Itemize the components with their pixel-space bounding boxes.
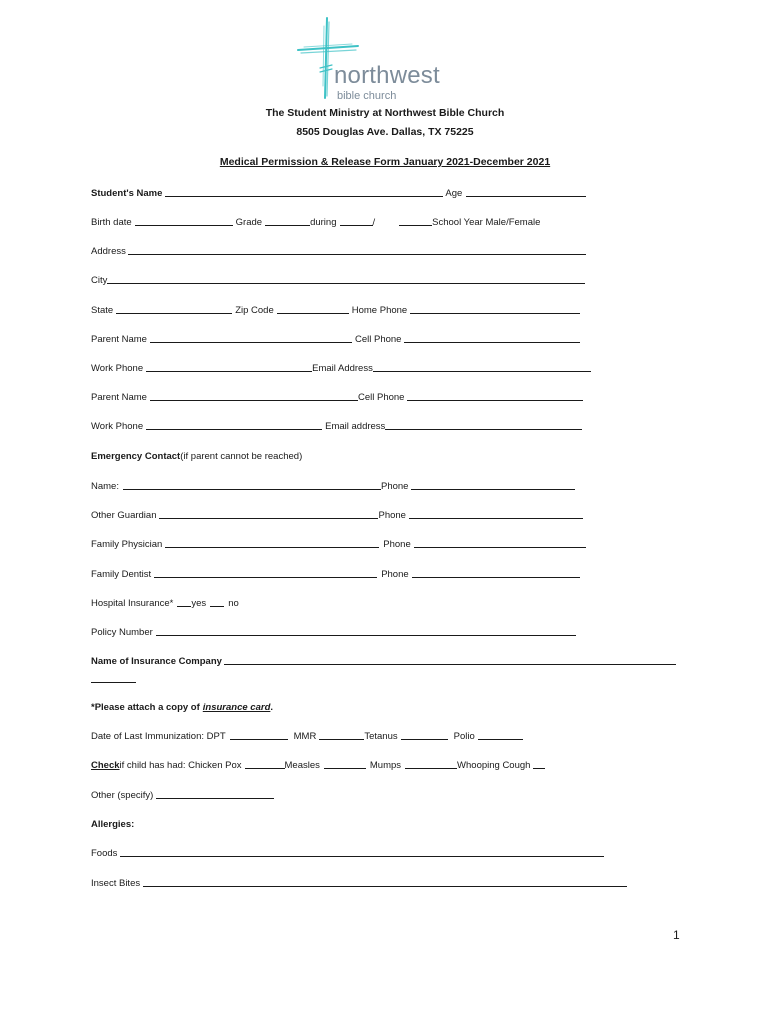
emergency-name-field[interactable] [123,489,381,490]
home-phone-label: Home Phone [351,305,408,316]
emergency-phone-label: Phone [380,481,409,492]
row-address [91,244,586,257]
row-insurance-company-cont [91,672,136,685]
ministry-name: The Student Ministry at Northwest Bible Church [265,107,505,119]
parent-name-field-2[interactable] [150,400,358,401]
student-name-field[interactable] [165,196,443,197]
state-field[interactable] [116,313,232,314]
row-hospital-insurance [91,596,239,609]
cell-phone-label-2: Cell Phone [357,392,405,403]
check-label: Check [91,760,120,771]
mmr-label: MMR [293,731,317,742]
family-dentist-field[interactable] [154,577,377,578]
attach-note-prefix: *Please attach a copy of [91,702,200,713]
measles-field[interactable] [324,768,366,769]
student-name-label: Student's Name [91,188,163,199]
physician-phone-label: Phone [383,539,411,550]
row-other-specify [91,788,274,801]
whooping-cough-field[interactable] [533,768,545,769]
email-address-label-2: Email address [325,421,386,432]
work-phone-label-2: Work Phone [91,421,144,432]
row-emergency-name [91,479,575,492]
cell-phone-field[interactable] [404,342,580,343]
age-label: Age [445,188,463,199]
birth-date-label: Birth date [91,217,132,228]
foods-label: Foods [91,848,118,859]
row-other-guardian [91,508,583,521]
other-guardian-field[interactable] [159,518,378,519]
insurance-no-field[interactable] [210,606,224,607]
page-number: 1 [673,928,680,942]
home-phone-field[interactable] [410,313,580,314]
policy-number-field[interactable] [156,635,576,636]
dentist-phone-field[interactable] [412,577,580,578]
row-policy-number [91,625,576,638]
city-field[interactable] [107,283,585,284]
during-label: during [310,217,337,228]
attach-note-emphasis: insurance card [202,702,271,713]
mumps-label: Mumps [369,760,402,771]
physician-phone-field[interactable] [414,547,586,548]
row-immunization [91,729,523,742]
immunization-dpt-label: Date of Last Immunization: DPT [91,731,226,742]
school-year-label: School Year Male/Female [432,217,541,228]
tetanus-label: Tetanus [364,731,398,742]
email-address-label: Email Address [312,363,373,374]
city-label: City [91,275,108,286]
row-emergency-contact [91,449,302,462]
email-address-field-2[interactable] [385,429,582,430]
insurance-company-field[interactable] [224,664,676,665]
logo-subtitle: bible church [337,90,397,102]
insurance-yes-label: yes [191,598,207,609]
measles-label: Measles [284,760,320,771]
family-physician-field[interactable] [165,547,379,548]
whooping-cough-label: Whooping Cough [457,760,531,771]
zip-label: Zip Code [235,305,274,316]
insurance-no-label: no [228,598,239,609]
row-family-physician [91,537,586,550]
emergency-phone-field[interactable] [411,489,575,490]
other-specify-field[interactable] [156,798,274,799]
church-logo [296,16,456,100]
birth-date-field[interactable] [135,225,233,226]
row-parent-1 [91,332,580,345]
foods-field[interactable] [120,856,604,857]
row-family-dentist [91,567,580,580]
other-guardian-label: Other Guardian [91,510,157,521]
grade-field[interactable] [265,225,310,226]
form-title: Medical Permission & Release Form January 2021-December 2021 [219,156,551,168]
church-address: 8505 Douglas Ave. Dallas, TX 75225 [296,126,474,138]
policy-number-label: Policy Number [91,627,153,638]
allergies-heading: Allergies: [91,819,135,830]
mmr-field[interactable] [319,739,364,740]
hospital-insurance-label: Hospital Insurance* [91,598,174,609]
family-physician-label: Family Physician [91,539,163,550]
other-specify-label: Other (specify) [91,790,154,801]
dentist-phone-label: Phone [381,569,409,580]
row-student-name [91,186,586,199]
logo-wordmark: northwest [334,62,440,89]
cell-phone-label: Cell Phone [354,334,402,345]
row-foods [91,846,604,859]
other-guardian-phone-field[interactable] [409,518,583,519]
row-allergies [91,817,134,830]
polio-label: Polio [453,731,475,742]
cell-phone-field-2[interactable] [407,400,583,401]
insurance-company-field-cont[interactable] [91,682,136,683]
work-phone-field[interactable] [146,371,312,372]
row-state [91,303,580,316]
parent-name-label: Parent Name [91,334,147,345]
row-birth-date [91,215,540,228]
parent-name-label-2: Parent Name [91,392,147,403]
mumps-field[interactable] [405,768,457,769]
tetanus-field[interactable] [401,739,448,740]
row-parent-2 [91,390,583,403]
row-work-phone-1 [91,361,591,374]
dpt-field[interactable] [230,739,288,740]
year-separator: / [372,217,376,228]
insurance-yes-field[interactable] [177,606,191,607]
polio-field[interactable] [478,739,523,740]
work-phone-field-2[interactable] [146,429,322,430]
year-end-field[interactable] [399,225,432,226]
address-field[interactable] [128,254,586,255]
work-phone-label: Work Phone [91,363,144,374]
emergency-contact-note: (if parent cannot be reached) [180,451,303,462]
row-illness-history [91,758,545,771]
insect-bites-field[interactable] [143,886,627,887]
insect-bites-label: Insect Bites [91,878,141,889]
row-city [91,273,585,286]
state-label: State [91,305,114,316]
row-work-phone-2 [91,419,582,432]
parent-name-field[interactable] [150,342,352,343]
year-start-field[interactable] [340,225,373,226]
email-address-field[interactable] [373,371,591,372]
insurance-company-label: Name of Insurance Company [91,656,222,667]
grade-label: Grade [235,217,263,228]
family-dentist-label: Family Dentist [91,569,152,580]
age-field[interactable] [466,196,586,197]
row-insect-bites [91,876,627,889]
check-instruction: if child has had: Chicken Pox [119,760,242,771]
chicken-pox-field[interactable] [245,768,285,769]
emergency-name-label: Name: [91,481,119,492]
other-guardian-phone-label: Phone [378,510,406,521]
emergency-contact-heading: Emergency Contact [91,451,181,462]
row-insurance-company [91,654,676,667]
row-attach-note [91,700,273,713]
attach-note-suffix: . [270,702,274,713]
address-label: Address [91,246,126,257]
zip-field[interactable] [277,313,349,314]
